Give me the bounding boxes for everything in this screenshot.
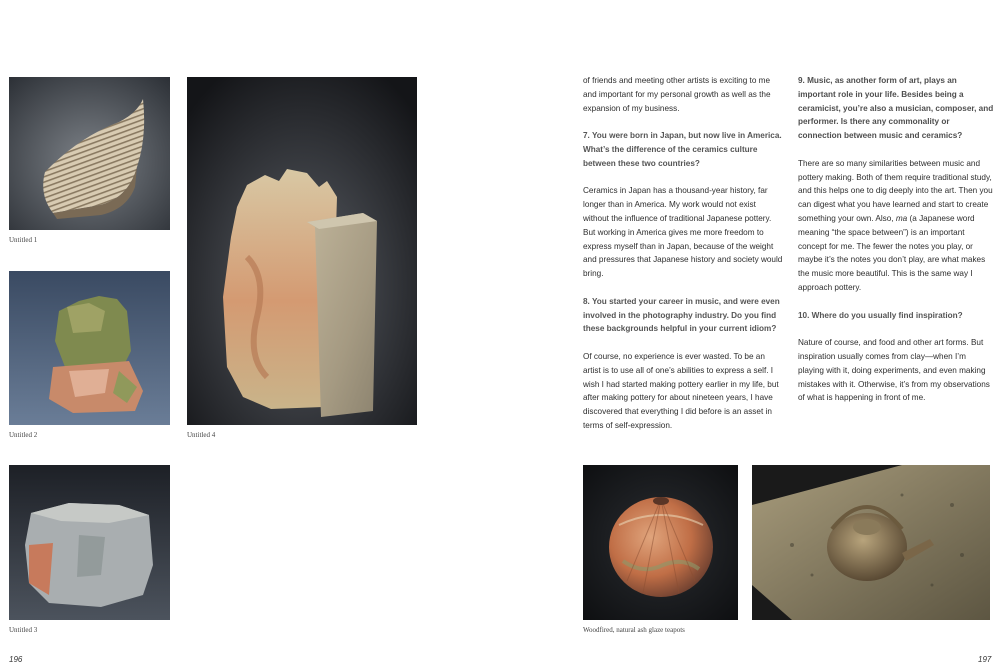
answer-9-part-1: There are so many similarities between music and pottery making. Both of them require traditional study, and this helps one to dig deeply into the art. Then you can digest what you have learned and start to create something your own. Also, bbox=[798, 158, 993, 223]
answer-9-ma-term: ma bbox=[895, 213, 908, 223]
untitled-2-photo bbox=[9, 271, 170, 425]
question-7: 7. You were born in Japan, but now live in America. What’s the difference of the ceramics culture between these two countries? bbox=[583, 131, 782, 168]
answer-10: Nature of course, and food and other art forms. But inspiration usually comes from clay—when I’m playing with it, doing experiments, and even making mistakes with it. Otherwise, it’s from my observations of what is happening in front of me. bbox=[798, 338, 990, 403]
question-9: 9. Music, as another form of art, plays an important role in your life. Besides being a ceramicist, you’re also a musician, composer, and performer. Is there any commonality or connection between music and ceramics? bbox=[798, 76, 994, 141]
interview-column-2 bbox=[798, 74, 994, 419]
untitled-1-photo bbox=[9, 77, 170, 230]
untitled-4-photo bbox=[187, 77, 417, 425]
caption-untitled-4: Untitled 4 bbox=[187, 431, 216, 439]
page-number-right: 197 bbox=[978, 655, 992, 664]
answer-9-part-2: (a Japanese word meaning “the space between”) is an important concept for me. The fewer the notes you play, or maybe it’s the notes you don’t play, are what makes the music more beautiful. This is the same way I approach pottery. bbox=[798, 213, 986, 292]
interview-column-1 bbox=[583, 74, 783, 447]
answer-9 bbox=[798, 157, 994, 295]
teapot-image bbox=[752, 465, 990, 620]
answer-continued: of friends and meeting other artists is exciting to me and important for my personal growth as well as the expansion of my business. bbox=[583, 76, 771, 113]
teapot-image bbox=[583, 465, 738, 620]
answer-7: Ceramics in Japan has a thousand-year history, far longer than in America. My work would not exist without the influence of traditional Japanese pottery. But working in America gives me more freedom to express myself than in Japan, because of the weight and pressures that Japanese history and society would bring. bbox=[583, 186, 783, 279]
ceramic-sculpture-image bbox=[187, 77, 417, 425]
ceramic-sculpture-image bbox=[9, 271, 170, 425]
answer-8: Of course, no experience is ever wasted. To be an artist is to use all of one’s abilities to express a self. I wish I had started making pottery earlier in my life, but after making pottery for about nineteen years, I have discovered that everything I did before is an asset in terms of self-expression. bbox=[583, 351, 779, 430]
caption-untitled-1: Untitled 1 bbox=[9, 236, 38, 244]
untitled-3-photo bbox=[9, 465, 170, 620]
caption-teapots: Woodfired, natural ash glaze teapots bbox=[583, 626, 685, 634]
question-10: 10. Where do you usually find inspiration? bbox=[798, 310, 963, 320]
ceramic-sculpture-image bbox=[9, 465, 170, 620]
question-8: 8. You started your career in music, and were even involved in the photography industry. Do you find these backgrounds helpful in your current idiom? bbox=[583, 296, 780, 334]
teapot-slab-photo bbox=[752, 465, 990, 620]
ceramic-sculpture-image bbox=[9, 77, 170, 230]
teapot-round-photo bbox=[583, 465, 738, 620]
caption-untitled-3: Untitled 3 bbox=[9, 626, 38, 634]
caption-untitled-2: Untitled 2 bbox=[9, 431, 38, 439]
page-number-left: 196 bbox=[9, 655, 23, 664]
